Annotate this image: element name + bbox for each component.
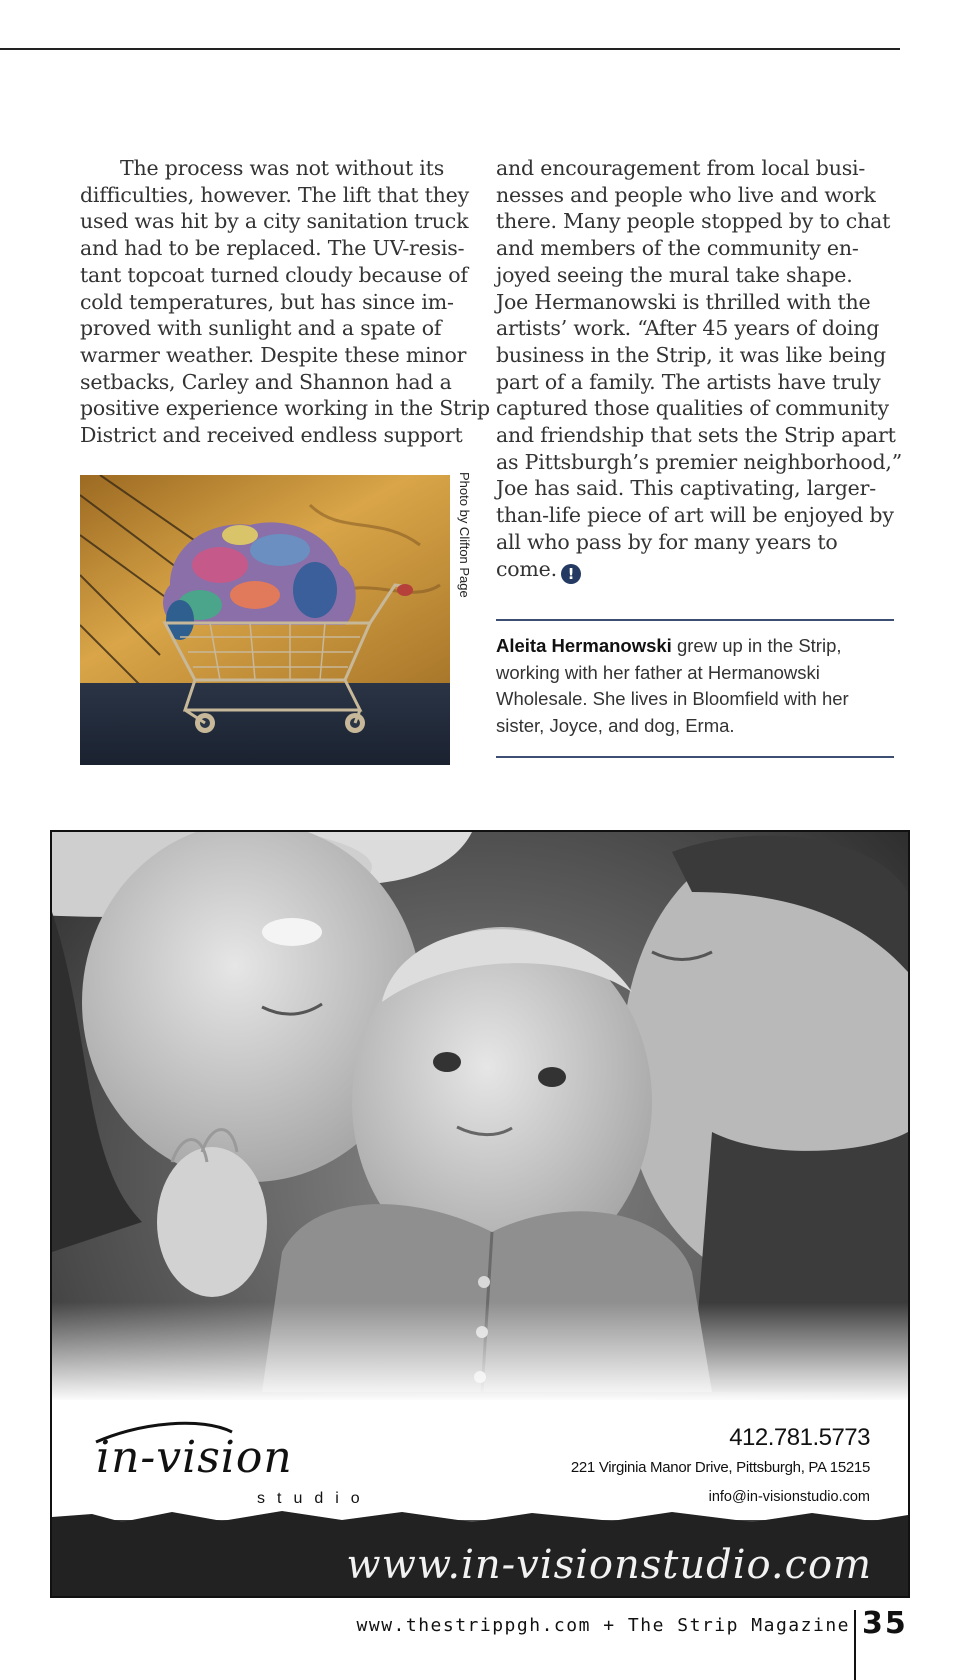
studio-logo-subtitle: studio [257, 1490, 372, 1507]
studio-logo: in-vision [96, 1432, 293, 1483]
article-line: setbacks, Carley and Shannon had a [80, 369, 452, 394]
bio-first-line [496, 633, 896, 660]
footer-divider [854, 1610, 856, 1680]
bio-line: sister, Joyce, and dog, Erma. [496, 714, 735, 736]
article-line: all who pass by for many years to [496, 529, 838, 554]
photo-credit: Photo by Clifton Page [457, 472, 472, 598]
article-line: Joe Hermanowski is thrilled with the [496, 289, 871, 314]
article-line: come. [496, 556, 557, 581]
article-line: than-life piece of art will be enjoyed by [496, 503, 894, 528]
header-rule [0, 48, 900, 50]
studio-email: info@in-visionstudio.com [708, 1489, 870, 1505]
article-line: and members of the community en- [496, 236, 859, 261]
studio-address: 221 Virginia Manor Drive, Pittsburgh, PA 15215 [570, 1459, 870, 1476]
studio-advertisement [50, 830, 910, 1598]
article-line: used was hit by a city sanitation truck [80, 209, 469, 234]
mural-photo [80, 475, 450, 765]
article-line: District and received endless support [80, 423, 463, 448]
studio-phone: 412.781.5773 [729, 1424, 870, 1451]
article-line: and friendship that sets the Strip apart [496, 423, 896, 448]
bio-line: grew up in the Strip, [671, 635, 842, 656]
studio-website: www.in-visionstudio.com [346, 1542, 872, 1588]
article-column-right [496, 155, 902, 584]
author-bio [496, 633, 896, 739]
author-name: Aleita Hermanowski [496, 635, 672, 656]
article-line: difficulties, however. The lift that they [80, 182, 469, 207]
article-line: there. Many people stopped by to chat [496, 209, 891, 234]
page-footer: www.thestrippgh.com + The Strip Magazine [356, 1615, 850, 1636]
article-line: tant topcoat turned cloudy because of [80, 262, 468, 287]
article-line: as Pittsburgh’s premier neighborhood,” [496, 449, 902, 474]
magazine-end-mark-icon: ! [561, 564, 581, 584]
article-line: positive experience working in the Strip [80, 396, 490, 421]
article-line: and had to be replaced. The UV-resis- [80, 236, 465, 261]
shopping-cart-mural-image [80, 475, 450, 765]
article-line: nesses and people who live and work [496, 182, 876, 207]
article-line: and encouragement from local busi- [496, 156, 866, 180]
article-column-left [80, 155, 490, 449]
article-line: captured those qualities of community [496, 396, 889, 421]
article-line: The process was not without its [120, 156, 445, 180]
bio-line: working with her father at Hermanowski [496, 661, 820, 683]
article-last-line [496, 556, 896, 584]
bio-bottom-rule [496, 756, 894, 758]
article-line: business in the Strip, it was like being [496, 342, 886, 367]
article-line: warmer weather. Despite these minor [80, 342, 467, 367]
bio-line: Wholesale. She lives in Bloomfield with her [496, 688, 849, 709]
article-line: part of a family. The artists have truly [496, 369, 881, 394]
article-line: joyed seeing the mural take shape. [496, 262, 853, 287]
article-line: proved with sunlight and a spate of [80, 316, 442, 341]
article-line: Joe has said. This captivating, larger- [496, 476, 876, 501]
article-line: artists’ work. “After 45 years of doing [496, 316, 880, 341]
article-line: cold temperatures, but has since im- [80, 289, 454, 314]
bio-top-rule [496, 619, 894, 621]
page-number: 35 [862, 1606, 908, 1641]
